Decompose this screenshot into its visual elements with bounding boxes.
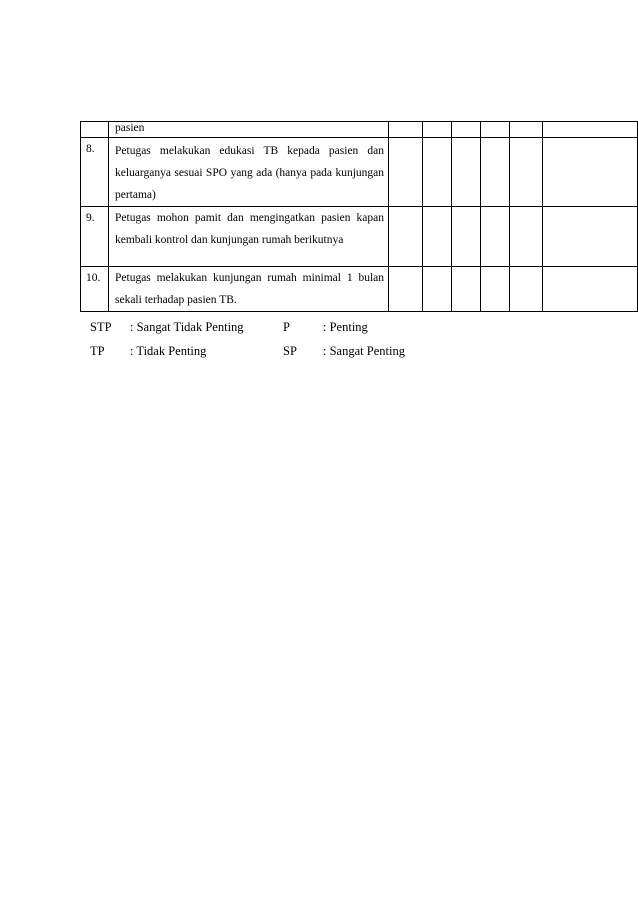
- score-cell-sp: [481, 207, 510, 267]
- score-cell-extra: [510, 207, 543, 267]
- score-cell-stp: [389, 122, 423, 138]
- note-cell: [543, 207, 638, 267]
- score-cell-sp: [481, 138, 510, 207]
- table-row: [81, 122, 638, 138]
- row-item-text: Petugas melakukan kunjungan rumah minimal 1 bulan sekali terhadap pasien TB.: [109, 267, 389, 312]
- score-legend: [90, 315, 450, 363]
- note-cell: [543, 138, 638, 207]
- score-cell-tp: [423, 207, 452, 267]
- score-cell-stp: [389, 138, 423, 207]
- table-row: [81, 207, 638, 267]
- legend-row: [90, 339, 450, 363]
- row-item-text: Petugas melakukan edukasi TB kepada pasien dan keluarganya sesuai SPO yang ada (hanya pada kunjungan pertama): [109, 138, 389, 207]
- score-cell-p: [452, 207, 481, 267]
- score-cell-p: [452, 122, 481, 138]
- legend-row: [90, 315, 450, 339]
- score-cell-extra: [510, 138, 543, 207]
- row-number: 8.: [81, 138, 109, 207]
- legend-abbr-p: P: [283, 320, 290, 334]
- legend-abbr-stp: STP: [90, 320, 112, 334]
- score-cell-extra: [510, 267, 543, 312]
- note-cell: [543, 267, 638, 312]
- score-cell-extra: [510, 122, 543, 138]
- score-cell-tp: [423, 138, 452, 207]
- row-item-text: Petugas mohon pamit dan mengingatkan pasien kapan kembali kontrol dan kunjungan rumah berikutnya: [109, 207, 389, 267]
- score-cell-sp: [481, 267, 510, 312]
- row-number: 9.: [81, 207, 109, 267]
- table-row: [81, 267, 638, 312]
- score-cell-p: [452, 267, 481, 312]
- row-number: 10.: [81, 267, 109, 312]
- checklist-table: [80, 121, 638, 312]
- score-cell-stp: [389, 267, 423, 312]
- row-item-text: pasien: [109, 122, 389, 138]
- row-number: [81, 122, 109, 138]
- score-cell-stp: [389, 207, 423, 267]
- score-cell-tp: [423, 122, 452, 138]
- legend-desc-sp: : Sangat Penting: [323, 344, 405, 358]
- legend-desc-tp: : Tidak Penting: [130, 344, 207, 358]
- note-cell: [543, 122, 638, 138]
- legend-desc-stp: : Sangat Tidak Penting: [130, 320, 244, 334]
- score-cell-sp: [481, 122, 510, 138]
- score-cell-p: [452, 138, 481, 207]
- legend-abbr-sp: SP: [283, 344, 297, 358]
- legend-abbr-tp: TP: [90, 344, 105, 358]
- table-row: [81, 138, 638, 207]
- score-cell-tp: [423, 267, 452, 312]
- legend-desc-p: : Penting: [323, 320, 368, 334]
